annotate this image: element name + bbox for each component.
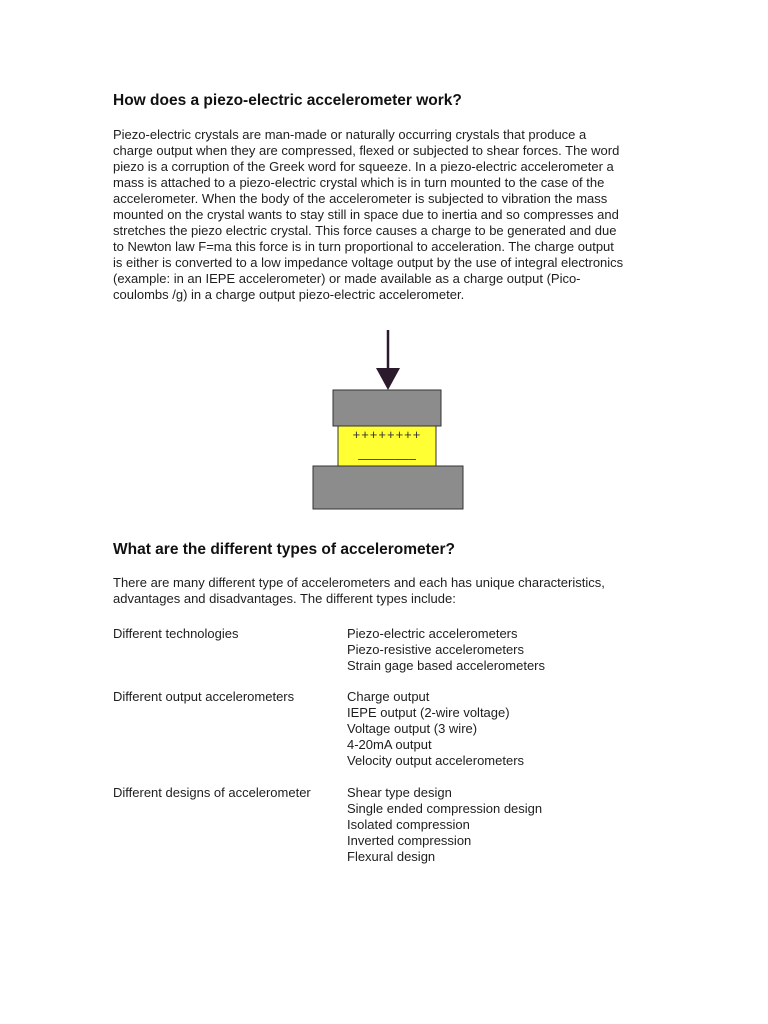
paragraph-line: There are many different type of accelerometers and each has unique characteristics, bbox=[113, 575, 605, 590]
paragraph-line: accelerometer. When the body of the accelerometer is subjected to vibration the mass bbox=[113, 191, 608, 206]
type-item: Piezo-electric accelerometers bbox=[347, 626, 518, 641]
piezo-accelerometer-diagram bbox=[300, 328, 480, 513]
paragraph-piezo-explanation bbox=[113, 127, 673, 303]
section-heading-piezo: How does a piezo-electric accelerometer work? bbox=[113, 92, 462, 109]
type-group-label: Different designs of accelerometer bbox=[113, 785, 311, 800]
negative-charge-row: –––––––– bbox=[358, 451, 416, 466]
type-item: Shear type design bbox=[347, 785, 452, 800]
paragraph-line: stretches the piezo electric crystal. This force causes a charge to be generated and due bbox=[113, 223, 617, 238]
diagram-svg bbox=[300, 328, 480, 513]
type-group-label: Different technologies bbox=[113, 626, 239, 641]
type-item: Strain gage based accelerometers bbox=[347, 658, 546, 673]
paragraph-line: Piezo-electric crystals are man-made or naturally occurring crystals that produce a bbox=[113, 127, 587, 142]
type-group-items bbox=[347, 689, 524, 769]
type-item: Charge output bbox=[347, 689, 430, 704]
type-item: Flexural design bbox=[347, 849, 436, 864]
paragraph-line: mass is attached to a piezo-electric crystal which is in turn mounted to the case of the bbox=[113, 175, 605, 190]
type-item: 4-20mA output bbox=[347, 737, 432, 752]
paragraph-line: coulombs /g) in a charge output piezo-electric accelerometer. bbox=[113, 287, 465, 302]
paragraph-line: mounted on the crystal wants to stay still in space due to inertia and so compresses and bbox=[113, 207, 619, 222]
type-item: Voltage output (3 wire) bbox=[347, 721, 478, 736]
type-group-items bbox=[347, 626, 545, 674]
positive-charge-row: ++++++++ bbox=[352, 427, 422, 442]
paragraph-line: to Newton law F=ma this force is in turn proportional to acceleration. The charge output bbox=[113, 239, 614, 254]
type-item: IEPE output (2-wire voltage) bbox=[347, 705, 510, 720]
type-item: Single ended compression design bbox=[347, 801, 543, 816]
paragraph-line: piezo is a corruption of the Greek word for squeeze. In a piezo-electric accelerometer a bbox=[113, 159, 614, 174]
paragraph-line: advantages and disadvantages. The different types include: bbox=[113, 591, 456, 606]
paragraph-line: (example: in an IEPE accelerometer) or made available as a charge output (Pico- bbox=[113, 271, 581, 286]
force-arrow-head bbox=[376, 368, 400, 390]
accelerometer-base bbox=[313, 466, 463, 509]
type-item: Piezo-resistive accelerometers bbox=[347, 642, 525, 657]
section-heading-types: What are the different types of accelerometer? bbox=[113, 541, 455, 558]
type-item: Inverted compression bbox=[347, 833, 472, 848]
type-item: Velocity output accelerometers bbox=[347, 753, 525, 768]
type-group-items bbox=[347, 785, 542, 865]
paragraph-line: charge output when they are compressed, flexed or subjected to shear forces. The word bbox=[113, 143, 620, 158]
seismic-mass-block bbox=[333, 390, 441, 426]
paragraph-types-intro bbox=[113, 575, 673, 607]
type-item: Isolated compression bbox=[347, 817, 470, 832]
paragraph-line: is either is converted to a low impedance voltage output by the use of integral electronics bbox=[113, 255, 624, 270]
type-group-label: Different output accelerometers bbox=[113, 689, 295, 704]
